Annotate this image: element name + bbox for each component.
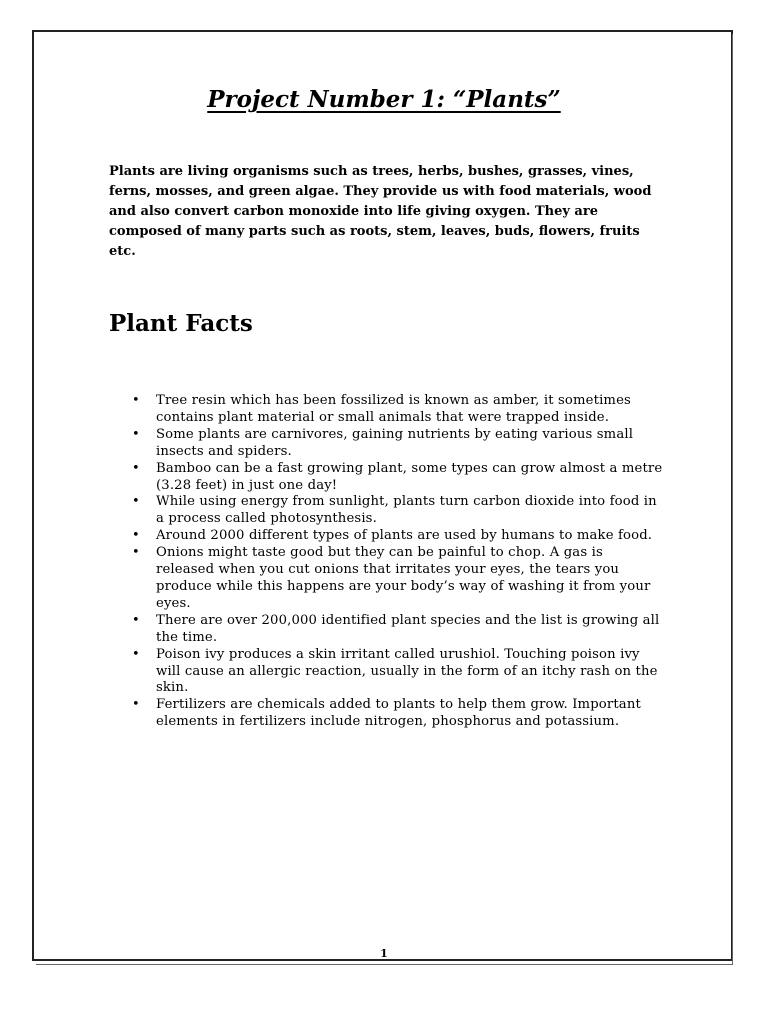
- list-item: [132, 528, 664, 545]
- bullet-icon: •: [132, 697, 140, 713]
- intro-paragraph: Plants are living organisms such as trees, herbs, bushes, grasses, vines, ferns, mosses, and green algae. They provide us with food materials, wood and also convert carbon monoxide into life giving oxygen. They are composed of many parts such as roots, stem, leaves, buds, flowers, fruits etc.: [109, 164, 652, 259]
- document-title-text: Project Number 1: “Plants”: [207, 86, 561, 113]
- list-item: [132, 494, 664, 528]
- document-title: [0, 86, 768, 113]
- fact-text: Some plants are carnivores, gaining nutrients by eating various small insects and spiders.: [156, 426, 634, 459]
- facts-list: [132, 393, 664, 731]
- fact-text: Poison ivy produces a skin irritant called urushiol. Touching poison ivy will cause an allergic reaction, usually in the form of an itchy rash on the skin.: [156, 646, 658, 696]
- bullet-icon: •: [132, 460, 140, 476]
- page-number: 1: [380, 947, 388, 960]
- fact-text: Bamboo can be a fast growing plant, some types can grow almost a metre (3.28 feet) in just one day!: [156, 460, 663, 493]
- fact-text: Fertilizers are chemicals added to plants to help them grow. Important elements in fertilizers include nitrogen, phosphorus and potassium.: [156, 697, 641, 730]
- bullet-icon: •: [132, 494, 140, 510]
- bullet-icon: •: [132, 426, 140, 442]
- bullet-icon: •: [132, 528, 140, 544]
- bullet-icon: •: [132, 612, 140, 628]
- list-item: [132, 613, 664, 647]
- list-item: [132, 545, 664, 613]
- bullet-icon: •: [132, 646, 140, 662]
- list-item: [132, 461, 664, 495]
- list-item: [132, 427, 664, 461]
- bullet-icon: •: [132, 545, 140, 561]
- bullet-icon: •: [132, 393, 140, 408]
- list-item: [132, 697, 664, 731]
- fact-text: While using energy from sunlight, plants turn carbon dioxide into food in a process called photosynthesis.: [156, 494, 657, 527]
- section-heading: Plant Facts: [109, 310, 253, 337]
- list-item: [132, 393, 664, 427]
- fact-text: Onions might taste good but they can be painful to chop. A gas is released when you cut onions that irritates your eyes, the tears you produce while this happens are your body’s way of washing it from your eyes.: [156, 545, 651, 611]
- fact-text: There are over 200,000 identified plant species and the list is growing all the time.: [156, 612, 660, 645]
- fact-text: Around 2000 different types of plants are used by humans to make food.: [156, 528, 653, 544]
- list-item: [132, 647, 664, 698]
- fact-text: Tree resin which has been fossilized is known as amber, it sometimes contains plant material or small animals that were trapped inside.: [156, 393, 631, 425]
